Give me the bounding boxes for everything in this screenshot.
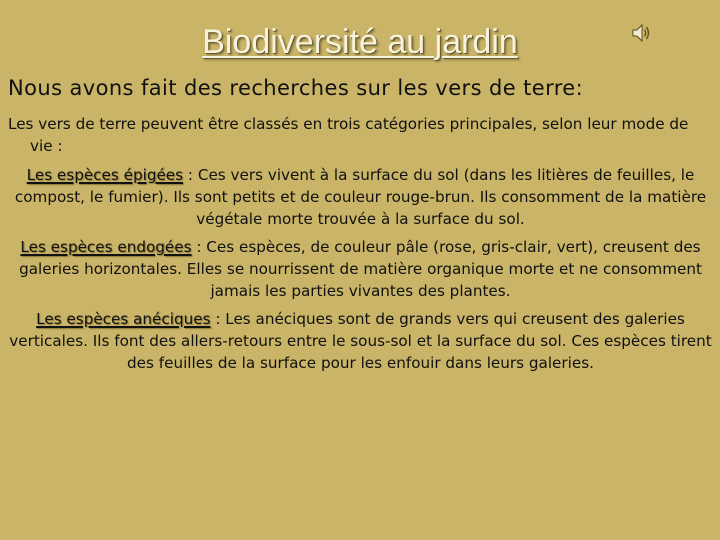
slide-title-text: Biodiversité au jardin [202, 23, 518, 61]
intro-paragraph: Les vers de terre peuvent être classés en trois catégories principales, selon leur mode de vie : [8, 115, 689, 155]
category-term: Les espèces anéciques [36, 310, 211, 328]
slide-body [8, 113, 713, 380]
category-description: : Ces vers vivent à la surface du sol (dans les litières de feuilles, le compost, le fumier). Ils sont petits et de couleur rouge-brun. Ils consomment de la matière végétale morte trouvée à la surface du sol. [14, 166, 707, 228]
category-aneciques [8, 308, 713, 374]
category-description: : Les anéciques sont de grands vers qui creusent des galeries verticales. Ils font des allers-retours entre le sous-sol et la surface du sol. Ces espèces tirent des feuilles de la surface pour les enfouir dans leurs galeries. [9, 310, 712, 372]
category-description: : Ces espèces, de couleur pâle (rose, gris-clair, vert), creusent des galeries horizontales. Elles se nourrissent de matière organique morte et ne consomment jamais les parties vivantes des plantes. [19, 238, 702, 300]
category-term: Les espèces endogées [20, 238, 192, 256]
category-epigees [8, 164, 713, 230]
category-term: Les espèces épigées [26, 166, 184, 184]
slide-subtitle: Nous avons fait des recherches sur les vers de terre: [8, 76, 584, 100]
speaker-icon[interactable] [630, 22, 652, 44]
slide-title [0, 22, 720, 62]
category-endogees [8, 236, 713, 302]
